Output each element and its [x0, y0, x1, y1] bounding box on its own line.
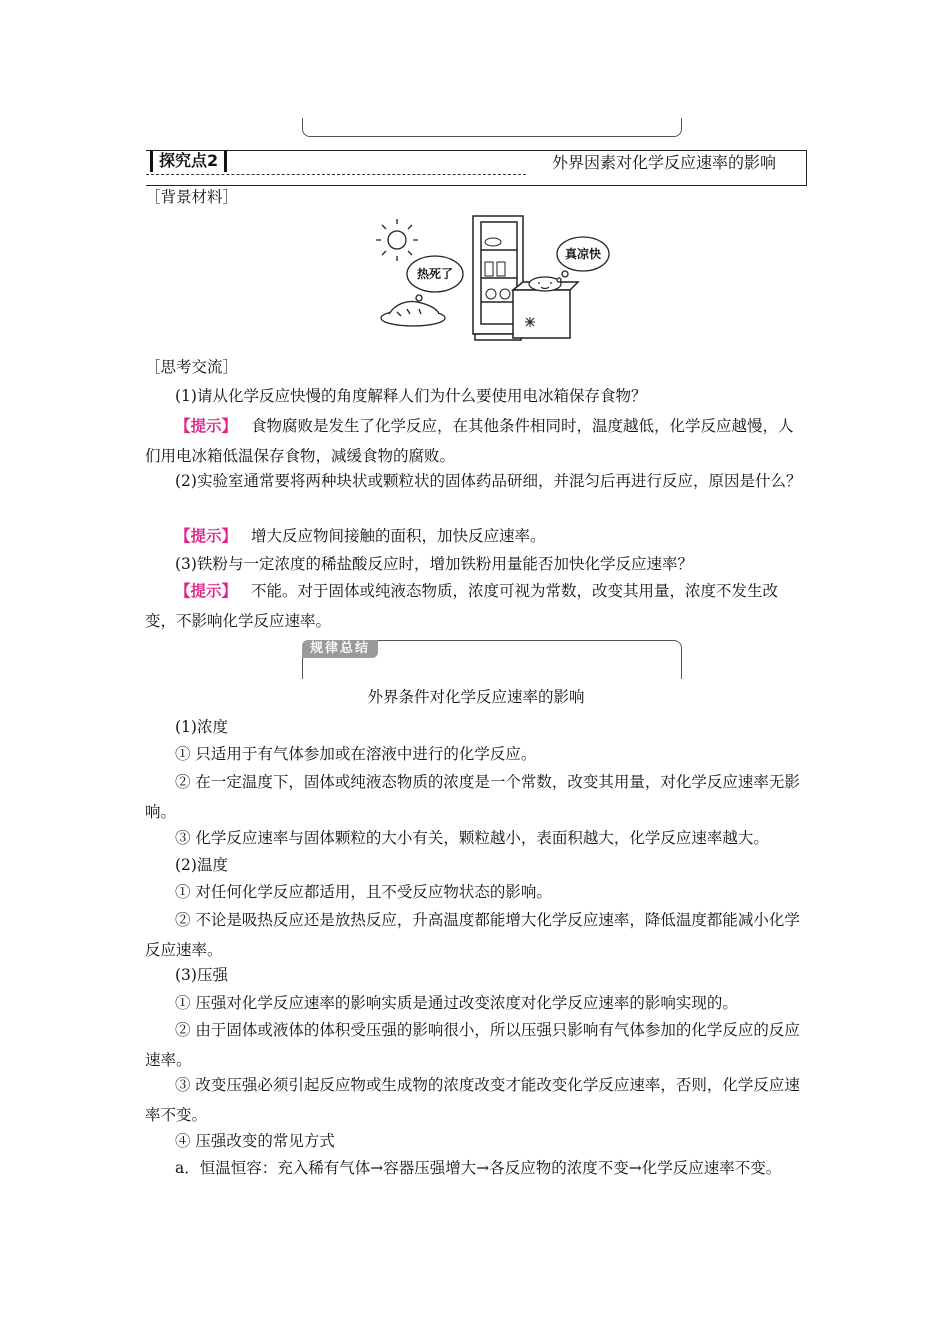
question-2: (2)实验室通常要将两种块状或颗粒状的固体药品研细，并混匀后再进行反应，原因是什么？: [175, 472, 802, 490]
hint-label: 【提示】: [175, 526, 238, 545]
dashed-rule: [146, 174, 526, 175]
sun-icon: [376, 219, 418, 261]
summary-line: ③ 化学反应速率与固体颗粒的大小有关，颗粒越小，表面积越大，化学反应速率越大。: [175, 829, 769, 847]
bubble-left-text: 热死了: [416, 267, 454, 281]
summary-line: ③ 改变压强必须引起反应物或生成物的浓度改变才能改变化学反应速率，否则，化学反应速率不变。: [145, 1076, 800, 1124]
answer-text: 不能。对于固体或纯液态物质，浓度可视为常数，改变其用量，浓度不发生改变，不影响化学反应速率。: [145, 582, 779, 630]
answer-1: [145, 411, 807, 471]
summary-title: 外界条件对化学反应速率的影响: [367, 688, 585, 706]
summary-line: ① 只适用于有气体参加或在溶液中进行的化学反应。: [175, 745, 537, 763]
hint-label: 【提示】: [175, 416, 238, 435]
cool-food-icon: [529, 277, 561, 291]
bubble-right-text: 真凉快: [564, 247, 602, 261]
summary-line: ① 压强对化学反应速率的影响实质是通过改变浓度对化学反应速率的影响实现的。: [175, 994, 738, 1012]
summary-line: ④ 压强改变的常见方式: [175, 1132, 335, 1150]
section-tag: 探究点2: [150, 150, 227, 172]
answer-2: [145, 521, 807, 551]
summary-line: (3)压强: [175, 966, 228, 984]
melting-food-icon: [381, 302, 445, 327]
summary-line: (1)浓度: [175, 718, 228, 736]
thought-bubble-left: [407, 256, 463, 306]
summary-line: ② 在一定温度下，固体或纯液态物质的浓度是一个常数，改变其用量，对化学反应速率无影响。: [145, 773, 800, 821]
question-1: (1)请从化学反应快慢的角度解释人们为什么要使用电冰箱保存食物？: [175, 387, 647, 405]
snowflake-icon: [525, 317, 535, 327]
summary-line: ② 不论是吸热反应还是放热反应，升高温度都能增大化学反应速率，降低温度都能减小化学反应速率。: [145, 911, 800, 959]
hint-label: 【提示】: [175, 581, 238, 600]
section-title: 外界因素对化学反应速率的影响: [552, 153, 777, 172]
answer-text: 食物腐败是发生了化学反应，在其他条件相同时，温度越低，化学反应越慢，人们用电冰箱低温保存食物，减缓食物的腐败。: [145, 417, 794, 465]
answer-text: 增大反应物间接触的面积，加快反应速率。: [251, 527, 546, 545]
summary-line: ② 由于固体或液体的体积受压强的影响很小，所以压强只影响有气体参加的化学反应的反应速率。: [145, 1021, 800, 1069]
summary-line: ① 对任何化学反应都适用，且不受反应物状态的影响。: [175, 883, 552, 901]
background-label: ［背景材料］: [145, 188, 239, 206]
summary-line: (2)温度: [175, 856, 228, 874]
fridge-illustration: [375, 210, 615, 350]
top-bracket-frame: [302, 118, 682, 137]
answer-3: [145, 576, 807, 636]
rule-summary-tag: 规律总结: [302, 640, 378, 658]
summary-line: a．恒温恒容：充入稀有气体→容器压强增大→各反应物的浓度不变→化学反应速率不变。: [175, 1159, 782, 1177]
think-label: ［思考交流］: [145, 358, 239, 376]
question-3: (3)铁粉与一定浓度的稀盐酸反应时，增加铁粉用量能否加快化学反应速率？: [175, 555, 693, 573]
